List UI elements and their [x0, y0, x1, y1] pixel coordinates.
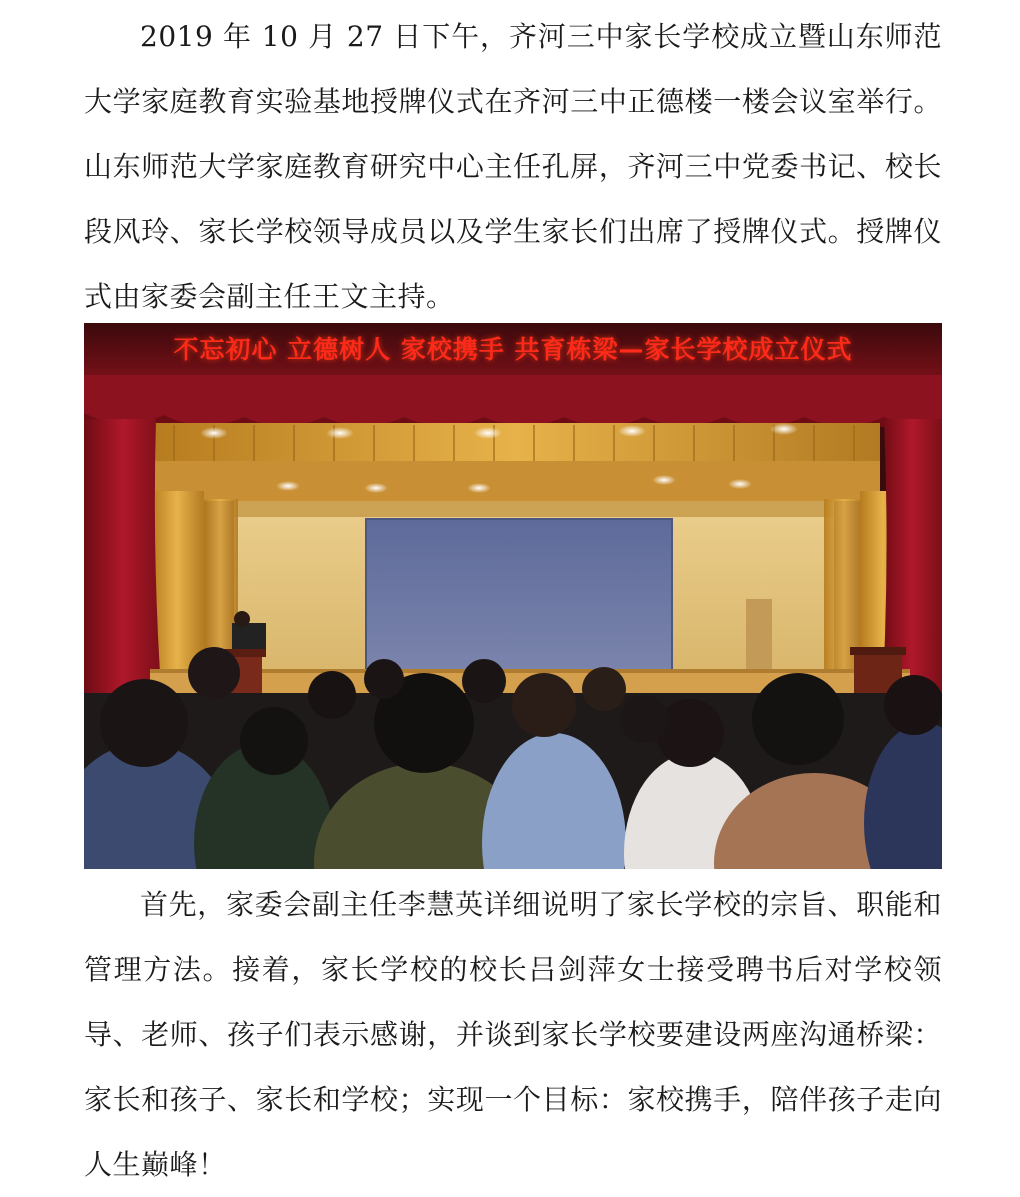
paragraph-intro: 2019 年 10 月 27 日下午，齐河三中家长学校成立暨山东师范大学家庭教育实验基地授牌仪式在齐河三中正德楼一楼会议室举行。山东师范大学家庭教育研究中心主任孔屏，齐河三中党委书记、校长段风玲、家长学校领导成员以及学生家长们出席了授牌仪式。授牌仪式由家委会副主任王文主持。	[84, 20, 942, 313]
paragraph-body: 首先，家委会副主任李慧英详细说明了家长学校的宗旨、职能和管理方法。接着，家长学校的校长吕剑萍女士接受聘书后对学校领导、老师、孩子们表示感谢，并谈到家长学校要建设两座沟通桥梁：家长和孩子、家长和学校；实现一个目标：家校携手，陪伴孩子走向人生巅峰！	[84, 888, 942, 1181]
ceremony-photo-graphic	[84, 323, 942, 869]
led-banner-text: 不忘初心 立德树人 家校携手 共育栋梁—家长学校成立仪式	[173, 335, 853, 364]
ceremony-photo	[84, 323, 942, 869]
